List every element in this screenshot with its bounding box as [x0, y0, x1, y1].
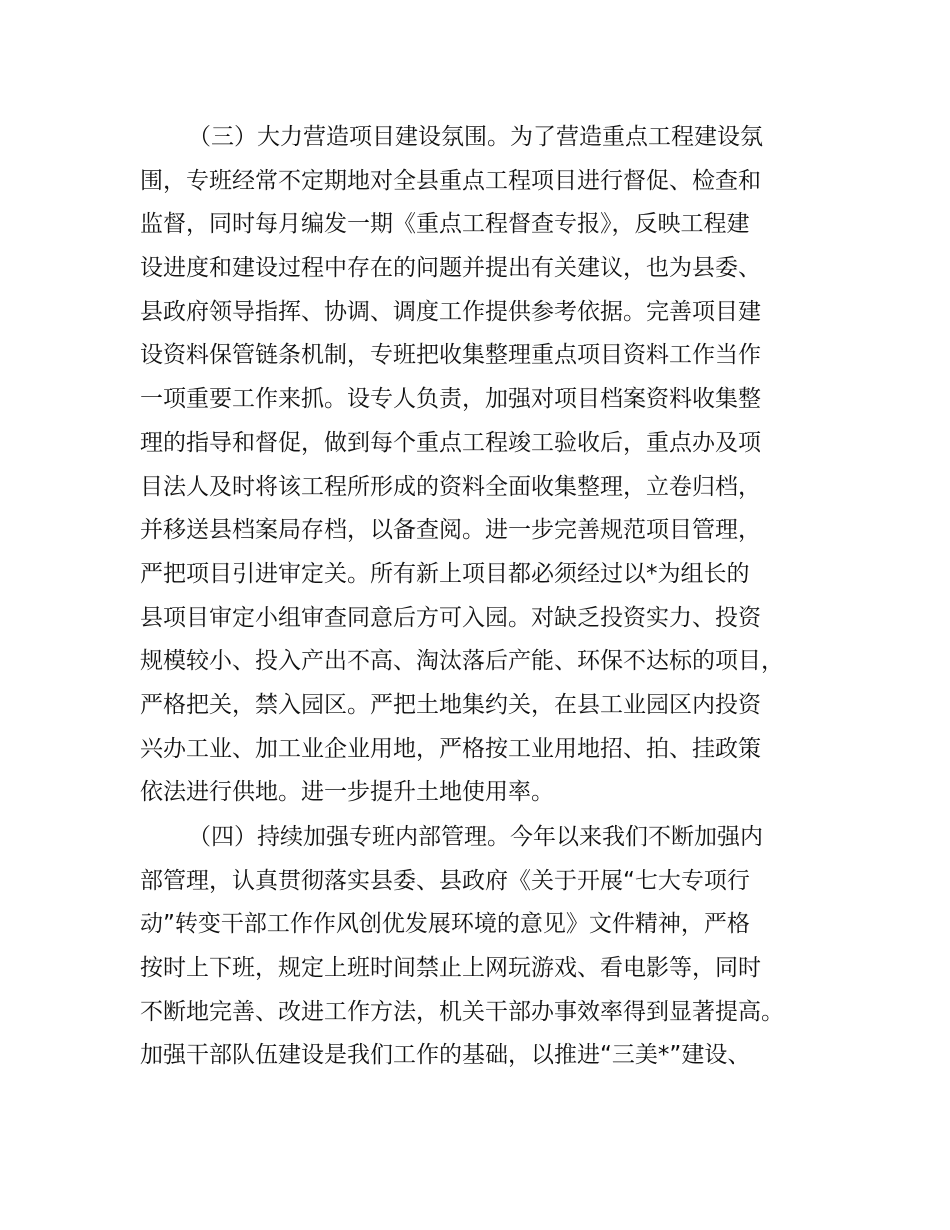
text-line: 县政府领导指挥、协调、调度工作提供参考依据。完善项目建	[140, 298, 761, 325]
text-line: 围，专班经常不定期地对全县重点工程项目进行督促、检查和	[140, 167, 761, 194]
text-line: 规模较小、投入产出不高、淘汰落后产能、环保不达标的项目，	[140, 648, 784, 675]
text-line: 严把项目引进审定关。所有新上项目都必须经过以*为组长的	[140, 560, 750, 587]
paragraph-section-three	[140, 116, 820, 815]
text-line: 依法进行供地。进一步提升土地使用率。	[140, 779, 554, 806]
text-line: 设进度和建设过程中存在的问题并提出有关建议，也为县委、	[140, 255, 761, 282]
text-line: 动”转变干部工作作风创优发展环境的意见》文件精神，严格	[140, 911, 750, 938]
text-line: 并移送县档案局存档，以备查阅。进一步完善规范项目管理，	[140, 517, 761, 544]
paragraph-section-four	[140, 816, 820, 1078]
text-line: 按时上下班，规定上班时间禁止上网玩游戏、看电影等，同时	[140, 955, 761, 982]
text-line: 一项重要工作来抓。设专人负责，加强对项目档案资料收集整	[140, 386, 761, 413]
text-line: 监督，同时每月编发一期《重点工程督查专报》，反映工程建	[140, 211, 750, 238]
text-line: 理的指导和督促，做到每个重点工程竣工验收后，重点办及项	[140, 429, 761, 456]
text-line: （四）持续加强专班内部管理。今年以来我们不断加强内	[188, 824, 763, 850]
text-line: 目法人及时将该工程所形成的资料全面收集整理，立卷归档，	[140, 473, 761, 500]
text-line: 部管理，认真贯彻落实县委、县政府《关于开展“七大专项行	[140, 867, 750, 894]
document-body	[140, 116, 820, 1078]
text-line: 设资料保管链条机制，专班把收集整理重点项目资料工作当作	[140, 342, 761, 369]
text-line: 兴办工业、加工业企业用地，严格按工业用地招、拍、挂政策	[140, 735, 761, 762]
text-line: 加强干部队伍建设是我们工作的基础，以推进“三美*”建设、	[140, 1042, 751, 1069]
text-line: 县项目审定小组审查同意后方可入园。对缺乏投资实力、投资	[140, 604, 761, 631]
text-line: 严格把关，禁入园区。严把土地集约关，在县工业园区内投资	[140, 691, 761, 718]
text-line: 不断地完善、改进工作方法，机关干部办事效率得到显著提高。	[140, 998, 784, 1025]
text-line: （三）大力营造项目建设氛围。为了营造重点工程建设氛	[188, 124, 763, 150]
